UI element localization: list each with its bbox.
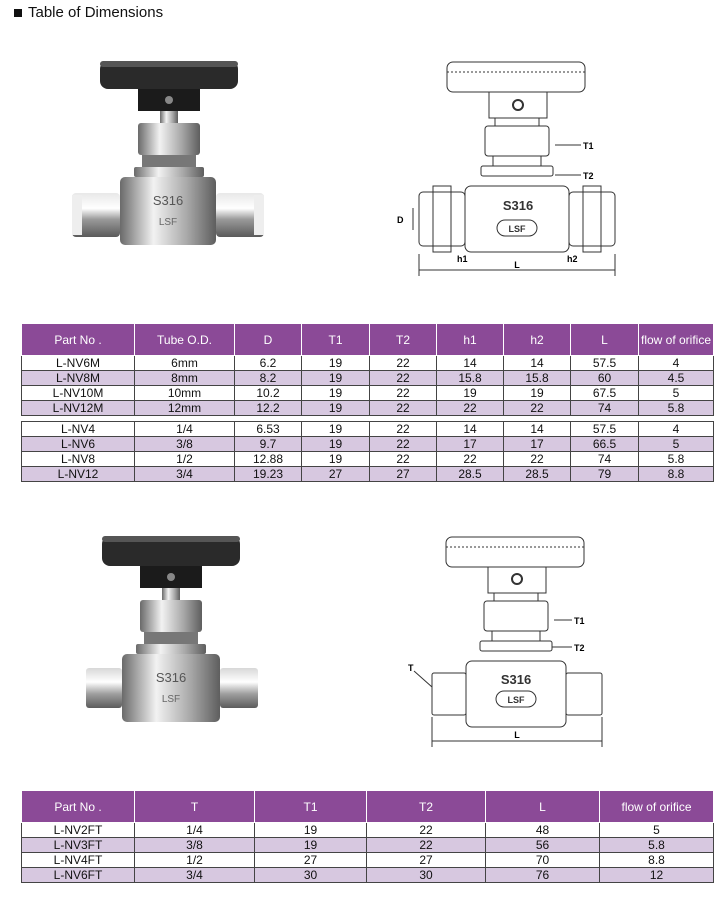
table-cell: 14 [437, 356, 504, 371]
table-row [22, 452, 714, 467]
table-cell: 8.8 [600, 853, 714, 868]
table1-header: Part No . [22, 324, 135, 356]
part-number-cell: L-NV8M [22, 371, 135, 386]
table-cell: 14 [437, 422, 504, 437]
brand-mark: LSF [508, 224, 526, 234]
table-cell: 5 [639, 437, 714, 452]
table-cell: 14 [504, 356, 571, 371]
table-cell: 57.5 [571, 356, 639, 371]
table-row [22, 838, 714, 853]
table-cell: 30 [255, 868, 367, 883]
table-cell: 1/4 [135, 823, 255, 838]
table-cell: 8.8 [639, 467, 714, 482]
dim-label-d: D [397, 215, 404, 225]
table-row [22, 371, 714, 386]
table-cell: 28.5 [437, 467, 504, 482]
table-cell: 79 [571, 467, 639, 482]
table-cell: 12 [600, 868, 714, 883]
table-cell: 19 [302, 452, 370, 467]
part-number-cell: L-NV6 [22, 437, 135, 452]
part-number-cell: L-NV12 [22, 467, 135, 482]
table-cell: 12mm [135, 401, 235, 416]
svg-text:S316: S316 [500, 672, 532, 687]
table-cell: 19 [255, 823, 367, 838]
table-row [22, 823, 714, 838]
dim-label-t2-b: T2 [574, 643, 585, 653]
dimensions-table-2 [21, 790, 714, 883]
table-cell: 4.5 [639, 371, 714, 386]
table1-body [22, 356, 714, 482]
table-cell: 10mm [135, 386, 235, 401]
table-cell: 27 [302, 467, 370, 482]
table-cell: 8mm [135, 371, 235, 386]
part-number-cell: L-NV4 [22, 422, 135, 437]
table1-header: Tube O.D. [135, 324, 235, 356]
dim-label-h2: h2 [567, 254, 578, 264]
svg-text:S316: S316 [152, 193, 184, 208]
table-cell: 4 [639, 356, 714, 371]
part-number-cell: L-NV4FT [22, 853, 135, 868]
dim-label-l: L [514, 260, 520, 270]
table-cell: 9.7 [235, 437, 302, 452]
dim-label-t: T [408, 663, 414, 673]
table-cell: 19 [504, 386, 571, 401]
table-cell: 76 [486, 868, 600, 883]
table-cell: 22 [370, 452, 437, 467]
table-cell: 48 [486, 823, 600, 838]
dimensions-table-1 [21, 323, 714, 482]
table-cell: 74 [571, 452, 639, 467]
table1-header: T2 [370, 324, 437, 356]
dim-label-t1-b: T1 [574, 616, 585, 626]
valve-photo-compression [60, 55, 280, 255]
table-cell: 5 [600, 823, 714, 838]
part-number-cell: L-NV12M [22, 401, 135, 416]
dim-label-h1: h1 [457, 254, 468, 264]
table-cell: 17 [504, 437, 571, 452]
table2-header-row [22, 791, 714, 823]
table-cell: 19 [302, 356, 370, 371]
table-cell: 27 [370, 467, 437, 482]
table-cell: 15.8 [504, 371, 571, 386]
table-cell: 66.5 [571, 437, 639, 452]
table-cell: 70 [486, 853, 600, 868]
part-number-cell: L-NV6FT [22, 868, 135, 883]
part-number-cell: L-NV8 [22, 452, 135, 467]
table-cell: 22 [437, 401, 504, 416]
table-cell: 12.2 [235, 401, 302, 416]
table-row [22, 467, 714, 482]
table-cell: 6.2 [235, 356, 302, 371]
table-row [22, 868, 714, 883]
table-cell: 19.23 [235, 467, 302, 482]
table-cell: 22 [370, 437, 437, 452]
table-cell: 22 [437, 452, 504, 467]
dim-label-l-b: L [514, 730, 520, 740]
table-cell: 28.5 [504, 467, 571, 482]
table-row [22, 853, 714, 868]
part-number-cell: L-NV2FT [22, 823, 135, 838]
svg-text:LSF: LSF [158, 217, 178, 228]
table-cell: 1/2 [135, 853, 255, 868]
table-cell: 3/4 [135, 467, 235, 482]
table-cell: 22 [504, 452, 571, 467]
table-cell: 5 [639, 386, 714, 401]
table-cell: 19 [302, 422, 370, 437]
table2-header: flow of orifice [600, 791, 714, 823]
table-cell: 60 [571, 371, 639, 386]
table-cell: 30 [367, 868, 486, 883]
table2-header: T2 [367, 791, 486, 823]
bullet-square-icon [14, 9, 22, 17]
table-cell: 56 [486, 838, 600, 853]
table1-header: flow of orifice [639, 324, 714, 356]
page-title [14, 4, 163, 21]
table-cell: 19 [302, 371, 370, 386]
table1-header: T1 [302, 324, 370, 356]
part-number-cell: L-NV3FT [22, 838, 135, 853]
table1-header: h1 [437, 324, 504, 356]
table1-header: L [571, 324, 639, 356]
table-cell: 3/8 [135, 838, 255, 853]
table2-body [22, 823, 714, 883]
table-cell: 5.8 [600, 838, 714, 853]
table-cell: 22 [370, 401, 437, 416]
table-cell: 5.8 [639, 452, 714, 467]
page-title-text: Table of Dimensions [28, 4, 164, 21]
table-cell: 5.8 [639, 401, 714, 416]
table1-header: D [235, 324, 302, 356]
table-cell: 6mm [135, 356, 235, 371]
table-row [22, 401, 714, 416]
svg-text:LSF: LSF [161, 694, 181, 705]
table-cell: 1/2 [135, 452, 235, 467]
table-row [22, 437, 714, 452]
table-cell: 10.2 [235, 386, 302, 401]
table-cell: 19 [437, 386, 504, 401]
table-cell: 57.5 [571, 422, 639, 437]
table-cell: 6.53 [235, 422, 302, 437]
table-cell: 22 [370, 386, 437, 401]
table-cell: 15.8 [437, 371, 504, 386]
table-cell: 19 [302, 401, 370, 416]
table2-header: Part No . [22, 791, 135, 823]
table-cell: 4 [639, 422, 714, 437]
table2-header: T1 [255, 791, 367, 823]
table-cell: 12.88 [235, 452, 302, 467]
dim-label-t2: T2 [583, 171, 594, 181]
valve-photo-tube-end [80, 530, 270, 730]
table-cell: 22 [370, 371, 437, 386]
table-cell: 22 [370, 356, 437, 371]
table1-header: h2 [504, 324, 571, 356]
valve-drawing-compression [385, 58, 635, 283]
table2-header: T [135, 791, 255, 823]
table-cell: 8.2 [235, 371, 302, 386]
table-cell: 22 [370, 422, 437, 437]
svg-text:LSF: LSF [507, 695, 525, 705]
table-cell: 74 [571, 401, 639, 416]
table-cell: 27 [367, 853, 486, 868]
table-cell: 14 [504, 422, 571, 437]
table-cell: 17 [437, 437, 504, 452]
table-cell: 3/4 [135, 868, 255, 883]
table1-header-row [22, 324, 714, 356]
part-number-cell: L-NV6M [22, 356, 135, 371]
svg-text:S316: S316 [155, 670, 187, 685]
table-cell: 3/8 [135, 437, 235, 452]
table-row [22, 356, 714, 371]
part-number-cell: L-NV10M [22, 386, 135, 401]
valve-drawing-tube-end [400, 533, 615, 748]
table-cell: 1/4 [135, 422, 235, 437]
table-cell: 19 [302, 437, 370, 452]
table-cell: 67.5 [571, 386, 639, 401]
body-marking: S316 [502, 198, 534, 213]
table-cell: 22 [367, 838, 486, 853]
table-row [22, 386, 714, 401]
table2-header: L [486, 791, 600, 823]
table-row [22, 422, 714, 437]
table-cell: 19 [302, 386, 370, 401]
table-cell: 27 [255, 853, 367, 868]
table-cell: 22 [367, 823, 486, 838]
dim-label-t1: T1 [583, 141, 594, 151]
table-cell: 22 [504, 401, 571, 416]
table-cell: 19 [255, 838, 367, 853]
